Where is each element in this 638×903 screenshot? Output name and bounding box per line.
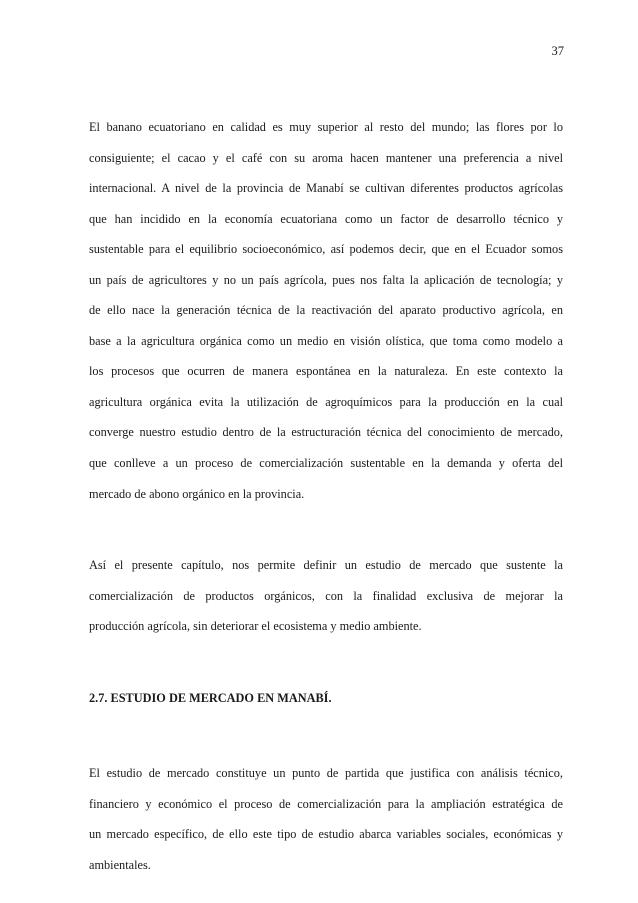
text-line: producción agrícola, sin deteriorar el ecosistema y medio ambiente. [89,619,422,634]
section-heading: 2.7. ESTUDIO DE MERCADO EN MANABÍ. [89,690,332,705]
text-line: sustentable para el equilibrio socioeconómico, así podemos decir, que en el Ecuador somos [89,242,563,257]
text-line: converge nuestro estudio dentro de la estructuración técnica del conocimiento de mercado, [89,425,563,440]
text-line: agricultura orgánica evita la utilización de agroquímicos para la producción en la cual [89,394,563,409]
text-line: comercialización de productos orgánicos, con la finalidad exclusiva de mejorar la [89,588,563,603]
text-line: Así el presente capítulo, nos permite definir un estudio de mercado que sustente la [89,558,563,573]
text-line: de ello nace la generación técnica de la reactivación del aparato productivo agrícola, en [89,303,563,318]
text-line: consiguiente; el cacao y el café con su aroma hacen mantener una preferencia a nivel [89,150,563,165]
text-line: un mercado específico, de ello este tipo de estudio abarca variables sociales, económicas y [89,827,563,842]
text-line: mercado de abono orgánico en la provincia. [89,486,305,501]
text-line: financiero y económico el proceso de comercialización para la ampliación estratégica de [89,796,563,811]
text-line: un país de agricultores y no un país agrícola, pues nos falta la aplicación de tecnología; y [89,272,563,287]
text-line: que han incidido en la economía ecuatoriana como un factor de desarrollo técnico y [89,211,563,226]
paragraph-chapter-purpose [89,550,563,642]
text-line: El banano ecuatoriano en calidad es muy superior al resto del mundo; las flores por lo [89,120,563,134]
text-line: los procesos que ocurren de manera espontánea en la naturaleza. En este contexto la [89,364,563,379]
paragraph-intro [89,112,563,509]
text-line: que conlleve a un proceso de comercialización sustentable en la demanda y oferta del [89,456,563,471]
text-line: El estudio de mercado constituye un punto de partida que justifica con análisis técnico, [89,766,563,781]
document-body [89,112,563,880]
paragraph-market-study [89,758,563,880]
text-line: base a la agricultura orgánica como un medio en visión olística, que toma como modelo a [89,333,563,348]
text-line: ambientales. [89,857,151,872]
text-line: internacional. A nivel de la provincia de Manabí se cultivan diferentes productos agrícolas [89,181,563,196]
page-number: 37 [551,44,564,58]
